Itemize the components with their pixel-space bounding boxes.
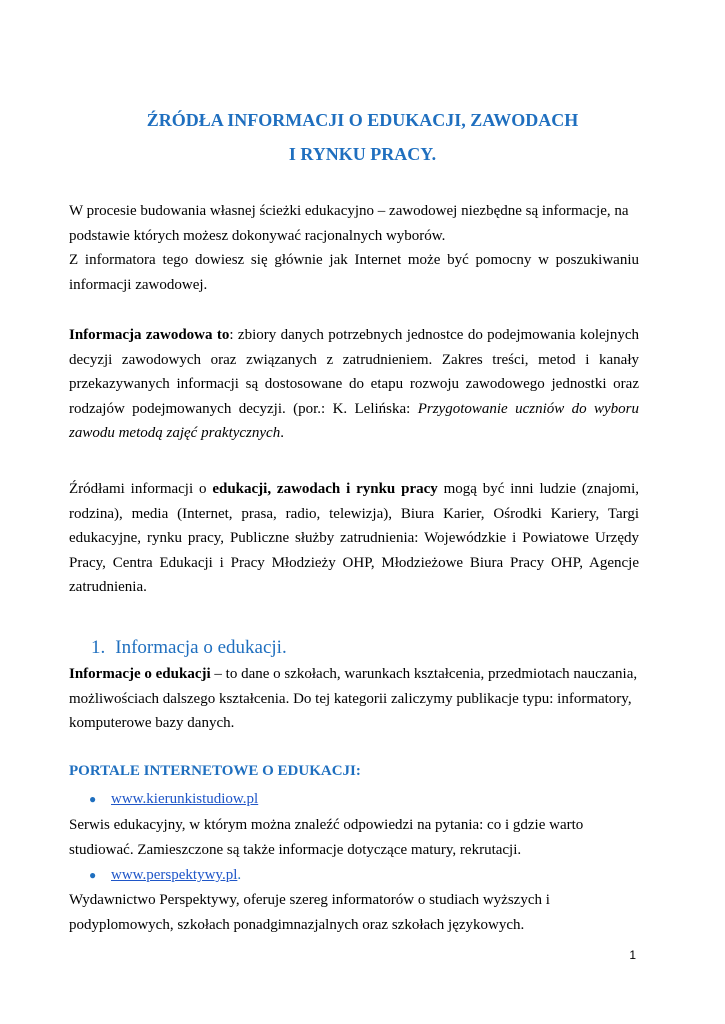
intro-line-4: informacji zawodowej. — [69, 276, 208, 293]
section-1-title: Informacja o edukacji. — [115, 637, 287, 658]
sources-line-5: zatrudnienia. — [69, 579, 147, 596]
intro-line-2: podstawie których możesz dokonywać racjonalnych wyborów. — [69, 227, 446, 244]
definition-term: Informacja zawodowa to — [69, 327, 230, 343]
intro-line-1: W procesie budowania własnej ścieżki edukacyjno – zawodowej niezbędne są informacje, na — [69, 203, 629, 219]
section-1-heading — [91, 635, 287, 661]
intro-paragraph — [69, 199, 639, 297]
portals-heading: PORTALE INTERNETOWE O EDUKACJI: — [69, 763, 361, 779]
sources-line-1: Źródłami informacji o edukacji, zawodach i rynku pracy mogą być inni ludzie (znajomi, — [69, 481, 639, 497]
citation-title: Przygotowanie uczniów do wyboru — [417, 400, 639, 417]
definition-line-5: zawodu metodą zajęć praktycznych. — [69, 425, 284, 442]
definition-paragraph — [69, 323, 639, 446]
portal-item-2: ● www.perspektywy.pl. — [89, 864, 241, 886]
intro-line-3: Z informatora tego dowiesz się głównie jak Internet może być pomocny w poszukiwaniu — [69, 252, 639, 269]
kierunkistudiow-link[interactable]: www.kierunkistudiow.pl — [111, 791, 259, 807]
portal-item-1 — [89, 788, 258, 810]
page-number: 1 — [629, 948, 636, 962]
bullet-icon: ● — [89, 868, 97, 882]
definition-line-4: rodzajów podejmowanych decyzji. (por.: K. Lelińska: Przygotowanie uczniów do wyboru — [69, 400, 639, 417]
definition-line-1: Informacja zawodowa to: zbiory danych potrzebnych jednostce do podejmowania kolejnych — [69, 327, 640, 343]
bullet-icon: ● — [89, 792, 97, 806]
education-line-2: możliwościach dalszego kształcenia. Do tej kategorii zaliczymy publikacje typu: informatory, — [69, 690, 632, 707]
sources-line-2: rodzina), media (Internet, prasa, radio, telewizja), Biura Karier, Ośrodki Kariery, Targi — [69, 505, 639, 522]
section-1-number: 1. — [91, 637, 106, 658]
portal-item-1-description: Serwis edukacyjny, w którym można znaleźć odpowiedzi na pytania: co i gdzie warto studiować. Zamieszczone są także informacje dotyczące matury, rekrutacji. — [69, 817, 584, 858]
sources-line-3: edukacyjne, rynku pracy, Publiczne służby zatrudnienia: Wojewódzkie i Powiatowe Urzędy — [69, 530, 639, 547]
education-paragraph — [69, 662, 639, 736]
perspektywy-link[interactable]: www.perspektywy.pl — [111, 867, 238, 883]
definition-line-3: przekazywanych informacji są dostosowane do etapu rozwoju zawodowego jednostki oraz — [69, 376, 639, 393]
education-line-1: Informacje o edukacji – to dane o szkołach, warunkach kształcenia, przedmiotach nauczania, — [69, 666, 638, 682]
education-line-3: komputerowe bazy danych. — [69, 715, 235, 732]
definition-line-2: decyzji zawodowych oraz związanych z zatrudnieniem. Zakres treści, metod i kanały — [69, 351, 639, 368]
document-title-line-2: I RYNKU PRACY. — [288, 144, 437, 164]
sources-paragraph — [69, 477, 639, 600]
document-title-line-1: ŹRÓDŁA INFORMACJI O EDUKACJI, ZAWODACH — [146, 110, 579, 130]
sources-line-4: Pracy, Centra Edukacji i Pracy Młodzieży OHP, Młodzieżowe Biura Pracy OHP, Agencje — [69, 554, 639, 571]
portal-item-2-description: Wydawnictwo Perspektywy, oferuje szereg informatorów o studiach wyższych i podyplomowych, szkołach ponadgimnazjalnych oraz szkołach językowych. — [69, 892, 550, 933]
